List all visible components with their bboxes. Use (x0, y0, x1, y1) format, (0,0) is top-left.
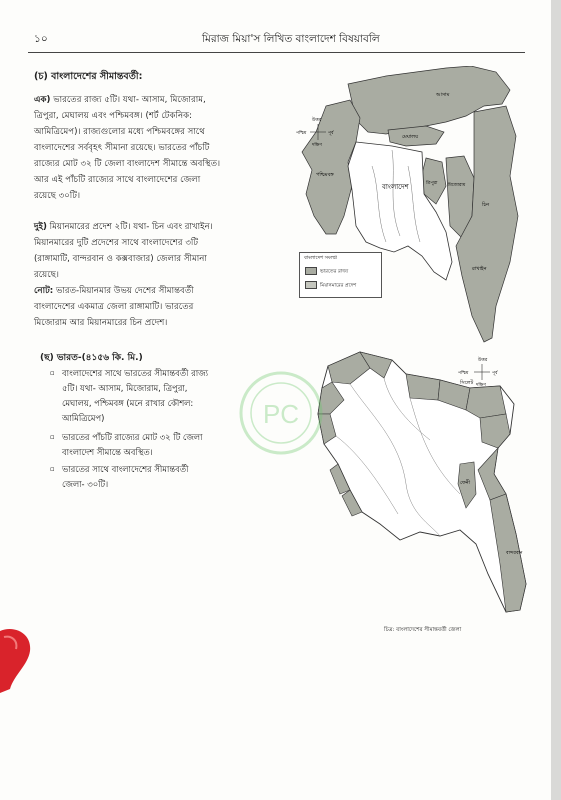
text-line: ভারতের সাথে বাংলাদেশের সীমান্তবর্তী (62, 464, 189, 474)
paragraph-two (34, 219, 292, 331)
map-legend (299, 252, 382, 298)
bullet-item (50, 462, 248, 492)
west-bengal-label: পশ্চিমবঙ্গ (316, 172, 334, 178)
label-one: এক) (34, 95, 51, 105)
text-line: মিয়ানমারের প্রদেশ ২টি। যথা- চিন এবং রাখাইন। (49, 222, 213, 232)
mizoram-label: মিজোরাম (448, 183, 466, 188)
text-line: ভারতের রাজ্য ৫টি। যথা- আসাম, মিজোরাম, (53, 95, 206, 105)
watermark-text: PC (262, 399, 300, 429)
bullet-item (50, 430, 248, 460)
header-rule (28, 52, 525, 53)
compass-s: দক্ষিণ (476, 383, 487, 388)
tripura-label: ত্রিপুরা (426, 181, 438, 186)
text-line: (রাঙ্গামাটি, বান্দরবান ও কক্সবাজার) জেলার সীমানা (34, 254, 207, 264)
text-line: রয়েছে ৩০টি। (34, 191, 81, 201)
text-line: ৫টি। যথা- আসাম, মিজোরাম, ত্রিপুরা, (62, 383, 188, 393)
compass-e: পূর্ব (492, 371, 498, 376)
chin-label: চিন (482, 202, 490, 208)
map-caption: চিত্র: বাংলাদেশের সীমান্তবর্তী জেলা (384, 627, 462, 633)
compass-w: পশ্চিম (296, 131, 307, 136)
text-line: ভারত-মিয়ানমার উভয় দেশের সীমান্তবর্তী (55, 286, 194, 296)
paragraph-one (34, 92, 292, 204)
bullet-icon: ▫ (50, 433, 55, 441)
legend-swatch (305, 281, 317, 289)
district-shape (466, 386, 506, 418)
compass-n: উত্তর (478, 358, 488, 363)
page-header (34, 32, 521, 50)
note-label: নোট: (34, 286, 54, 296)
district-label-bandarban: বান্দরবান (506, 551, 523, 556)
page-number: ১০ (34, 33, 48, 45)
text-line: মিয়ানমারের দুটি প্রদেশের সাথে বাংলাদেশের ৩টি (34, 238, 199, 248)
bangladesh-neighbours-map (296, 66, 521, 346)
rakhine-label: রাখাইন (472, 266, 487, 272)
compass-s: দক্ষিণ (312, 143, 323, 148)
bangladesh-label: বাংলাদেশ (382, 183, 409, 191)
bullet-icon: ▫ (50, 465, 55, 473)
district-shape (480, 414, 510, 448)
text-line: বাংলাদেশ সীমান্তে অবস্থিত। (62, 447, 153, 457)
legend-label: ভারতের রাজ্য (320, 268, 349, 275)
text-line: মেঘালয়, পশ্চিমবঙ্গ (মনে রাখার কৌশল: (62, 398, 194, 408)
page-edge (551, 0, 561, 800)
text-line: আর এই পাঁচটি রাজ্যের সাথে বাংলাদেশের জেলা (34, 175, 201, 185)
compass-e: পূর্ব (328, 131, 334, 136)
section-heading-c: (চ) বাংলাদেশের সীমান্তবর্তী: (34, 71, 143, 82)
legend-label: মিয়ানমারের প্রদেশ (320, 282, 357, 289)
legend-row (305, 267, 348, 277)
district-shape (406, 374, 440, 400)
text-line: বাংলাদেশের একমাত্র জেলা রাঙ্গামাটি। ভারতের (34, 302, 194, 312)
district-label-feni: ফেনী (460, 480, 471, 486)
assam-label: আসাম (436, 92, 450, 98)
watermark-logo (236, 368, 326, 458)
bullet-item (50, 366, 248, 426)
text-line: ভারতের পাঁচটি রাজ্যের মোট ৩২ টি জেলা (62, 432, 203, 442)
text-line: ত্রিপুরা, মেঘালয় এবং পশ্চিমবঙ্গ। (শর্ট টেকনিক: (34, 111, 192, 121)
text-line: আমিত্রিমেপ)। রাজ্যগুলোর মধ্যে পশ্চিমবঙ্গের সাথে (34, 127, 205, 137)
district-label-sylhet: সিলেট (460, 380, 474, 386)
text-line: বাংলাদেশের সর্ববৃহৎ সীমানা রয়েছে। ভারতের পাঁচটি (34, 143, 210, 153)
border-districts-map (310, 344, 538, 620)
bullet-icon: ▫ (50, 369, 55, 377)
text-line: বাংলাদেশের সাথে ভারতের সীমান্তবর্তী রাজ্য (62, 368, 209, 378)
legend-row (305, 281, 356, 291)
section-heading-d: (ছ) ভারত-(৪১৫৬ কি. মি.) (40, 353, 143, 363)
page-stain (0, 625, 40, 695)
label-two: দুই) (34, 222, 47, 232)
text-line: রাজ্যের মোট ৩২ টি জেলা বাংলাদেশ সীমান্তে অবস্থিত। (34, 159, 221, 169)
text-line: আমিত্রিমেপ) (62, 413, 105, 423)
legend-swatch (305, 267, 317, 275)
running-title: মিরাজ মিয়া'স লিখিত বাংলাদেশ বিষয়াবলি (202, 33, 380, 45)
meghalaya-label: মেঘালয় (402, 134, 419, 140)
compass-w: পশ্চিম (458, 371, 469, 376)
legend-title: বাংলাদেশ সংলগ্ন (304, 255, 337, 261)
text-line: মিজোরাম আর মিয়ানমারের চিন প্রদেশ। (34, 318, 168, 328)
text-line: জেলা- ৩০টি। (62, 479, 109, 489)
text-line: রয়েছে। (34, 270, 59, 280)
compass-n: উত্তর (312, 118, 322, 123)
